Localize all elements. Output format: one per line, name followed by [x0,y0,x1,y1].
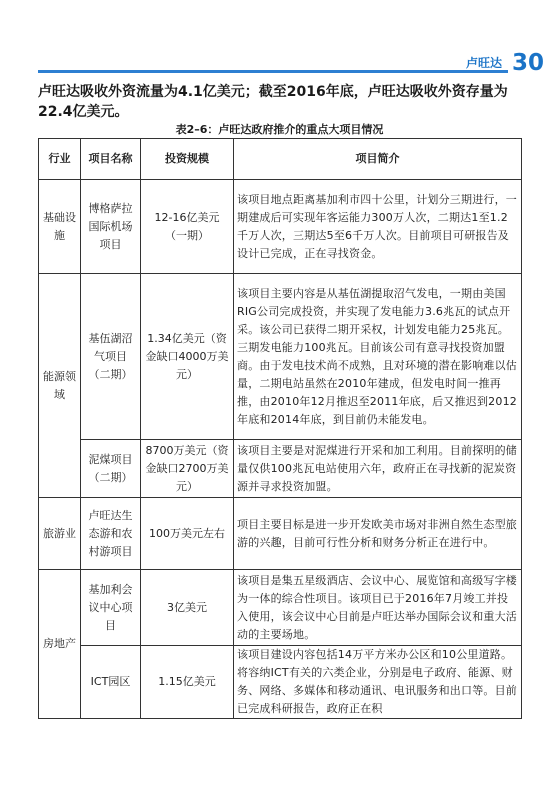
table-header-row [39,139,522,180]
table-row [39,274,522,440]
industry-cell: 能源领域 [39,274,81,498]
industry-cell: 房地产 [39,570,81,719]
project-description: 项目主要目标是进一步开发欧美市场对非洲自然生态型旅游的兴趣，目前可行性分析和财务分析正在进行中。 [234,498,522,570]
col-header-project: 项目名称 [81,139,141,180]
industry-cell: 旅游业 [39,498,81,570]
project-description: 该项目地点距离基加利市四十公里，计划分三期进行，一期建成后可实现年客运能力300万人次，二期达1至1.2千万人次，三期达5至6千万人次。目前项目可研报告及设计已完成，正在寻找资金。 [234,180,522,274]
table-row [39,440,522,498]
col-header-desc: 项目简介 [234,139,522,180]
project-name: 卢旺达生态游和农村游项目 [81,498,141,570]
project-name: ICT园区 [81,646,141,719]
table-row [39,498,522,570]
running-header-title: 卢旺达 [466,56,503,70]
investment-scale: 12-16亿美元（一期） [141,180,234,274]
project-description: 该项目是集五星级酒店、会议中心、展览馆和高级写字楼为一体的综合性项目。该项目已于2016年7月竣工并投入使用，该会议中心目前是卢旺达举办国际会议和重大活动的主要场地。 [234,570,522,646]
project-description: 该项目建设内容包括14万平方米办公区和10公里道路。将容纳ICT有关的六类企业，分别是电子政府、能源、财务、网络、多媒体和移动通讯、电讯服务和出口等。目前已完成科研报告，政府正在积 [234,646,522,719]
industry-cell: 基础设施 [39,180,81,274]
project-description: 该项目主要是对泥煤进行开采和加工利用。目前探明的储量仅供100兆瓦电站使用六年，政府正在寻找新的泥炭资源并寻求投资加盟。 [234,440,522,498]
investment-scale: 1.34亿美元（资金缺口4000万美元） [141,274,234,440]
project-name: 基加利会议中心项目 [81,570,141,646]
intro-paragraph: 卢旺达吸收外资流量为4.1亿美元；截至2016年底，卢旺达吸收外资存量为22.4亿美元。 [38,84,508,120]
project-name: 博格萨拉国际机场项目 [81,180,141,274]
table-caption: 表2–6：卢旺达政府推介的重点大项目情况 [175,123,384,136]
page-number: 30 [512,50,545,76]
project-name: 泥煤项目（二期） [81,440,141,498]
header-rule [38,70,508,73]
investment-scale: 1.15亿美元 [141,646,234,719]
investment-scale: 3亿美元 [141,570,234,646]
project-description: 该项目主要内容是从基伍湖提取沼气发电，一期由美国RIG公司完成投资，并实现了发电能力3.6兆瓦的试点开采。该公司已获得二期开采权，计划发电能力25兆瓦。三期发电能力100兆瓦。目前该公司有意寻找投资加盟商。由于发电技术尚不成熟，且对环境的潜在影响难以估量，二期电站虽然在2010年建成，但发电时间一推再推，由2010年12月推迟至2011年底，后又推迟到2012年底和2014年底，到目前仍未能发电。 [234,274,522,440]
col-header-industry: 行业 [39,139,81,180]
investment-scale: 100万美元左右 [141,498,234,570]
table-row [39,180,522,274]
investment-scale: 8700万美元（资金缺口2700万美元） [141,440,234,498]
projects-table [38,138,522,719]
table-row [39,646,522,719]
table-row [39,570,522,646]
col-header-scale: 投资规模 [141,139,234,180]
project-name: 基伍湖沼气项目（二期） [81,274,141,440]
